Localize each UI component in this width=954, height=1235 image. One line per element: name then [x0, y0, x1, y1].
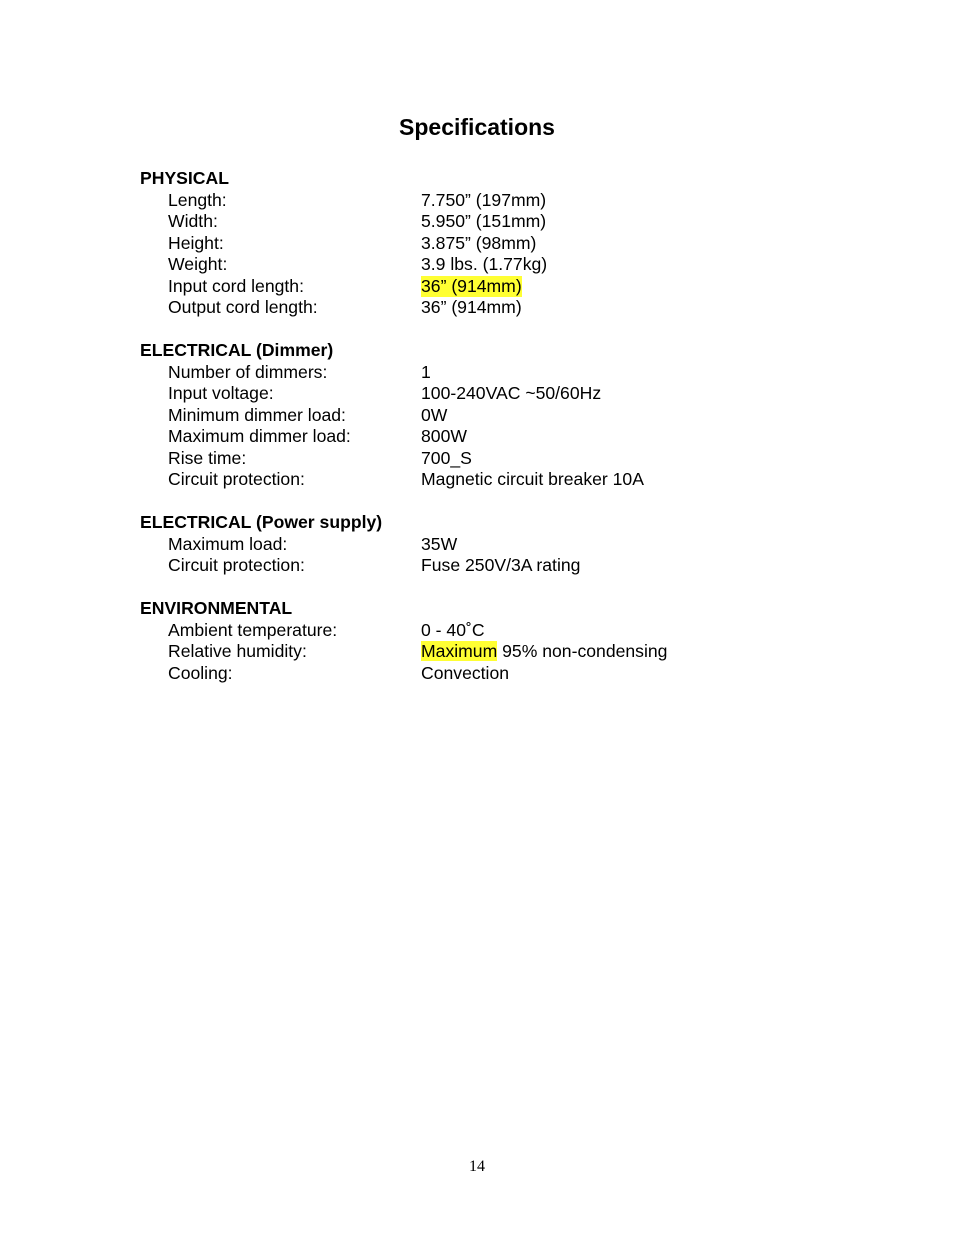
spec-label: Height:	[168, 232, 224, 253]
spec-value: 0 - 40˚C	[421, 619, 485, 640]
spec-label: Output cord length:	[168, 297, 318, 317]
spec-label: Circuit protection:	[168, 469, 305, 489]
spec-value: 3.875” (98mm)	[421, 232, 537, 253]
spec-row-number-of-dimmers	[140, 362, 820, 384]
spec-row-input-voltage	[140, 383, 820, 405]
spec-label: Minimum dimmer load:	[168, 404, 346, 425]
section-heading: PHYSICAL	[140, 168, 229, 188]
spec-label: Rise time:	[168, 447, 247, 468]
spec-row-circuit-protection	[140, 555, 820, 577]
spec-row-length	[140, 190, 820, 212]
spec-value-highlighted: 36” (914mm)	[421, 275, 522, 296]
page-number: 14	[469, 1158, 485, 1175]
spec-value: 35W	[421, 533, 458, 554]
spec-label: Width:	[168, 211, 218, 231]
spec-value: 7.750” (197mm)	[421, 189, 547, 210]
section-heading: ENVIRONMENTAL	[140, 598, 293, 618]
spec-label: Length:	[168, 189, 227, 210]
highlighted-text: Maximum	[421, 641, 498, 661]
spec-value: 700_S	[421, 447, 472, 468]
section-heading: ELECTRICAL (Power supply)	[140, 512, 383, 532]
spec-value: 1	[421, 361, 431, 382]
section-heading: ELECTRICAL (Dimmer)	[140, 340, 334, 360]
spec-label: Cooling:	[168, 662, 233, 683]
spec-label: Relative humidity:	[168, 641, 307, 661]
spec-row-relative-humidity	[140, 641, 820, 663]
section-electrical-dimmer	[140, 340, 820, 491]
page-title: Specifications	[399, 114, 555, 140]
specifications-list	[140, 168, 820, 706]
spec-label: Circuit protection:	[168, 555, 305, 575]
spec-label: Number of dimmers:	[168, 361, 328, 382]
section-physical	[140, 168, 820, 319]
spec-value	[421, 641, 667, 663]
spec-value: 0W	[421, 404, 448, 425]
value-text: 95% non-condensing	[497, 641, 668, 661]
spec-label: Weight:	[168, 254, 228, 274]
spec-row-cooling	[140, 663, 820, 685]
spec-row-maximum-load	[140, 534, 820, 556]
spec-value: 5.950” (151mm)	[421, 211, 547, 231]
spec-row-circuit-protection	[140, 469, 820, 491]
spec-row-ambient-temperature	[140, 620, 820, 642]
spec-row-maximum-dimmer-load	[140, 426, 820, 448]
spec-row-minimum-dimmer-load	[140, 405, 820, 427]
section-electrical-power-supply	[140, 512, 820, 577]
spec-value: 36” (914mm)	[421, 297, 522, 317]
spec-label: Maximum load:	[168, 533, 288, 554]
section-environmental	[140, 598, 820, 684]
spec-label: Input voltage:	[168, 383, 274, 403]
spec-row-output-cord-length	[140, 297, 820, 319]
spec-row-width	[140, 211, 820, 233]
spec-label: Ambient temperature:	[168, 619, 338, 640]
spec-row-rise-time	[140, 448, 820, 470]
spec-row-height	[140, 233, 820, 255]
spec-value: 3.9 lbs. (1.77kg)	[421, 254, 548, 274]
spec-row-input-cord-length	[140, 276, 820, 298]
spec-label: Maximum dimmer load:	[168, 426, 351, 446]
spec-value: Magnetic circuit breaker 10A	[421, 469, 644, 489]
spec-row-weight	[140, 254, 820, 276]
spec-label: Input cord length:	[168, 275, 304, 296]
spec-value: 800W	[421, 426, 467, 446]
spec-value: 100-240VAC ~50/60Hz	[421, 383, 602, 403]
spec-value: Fuse 250V/3A rating	[421, 555, 581, 575]
spec-value: Convection	[421, 662, 510, 683]
